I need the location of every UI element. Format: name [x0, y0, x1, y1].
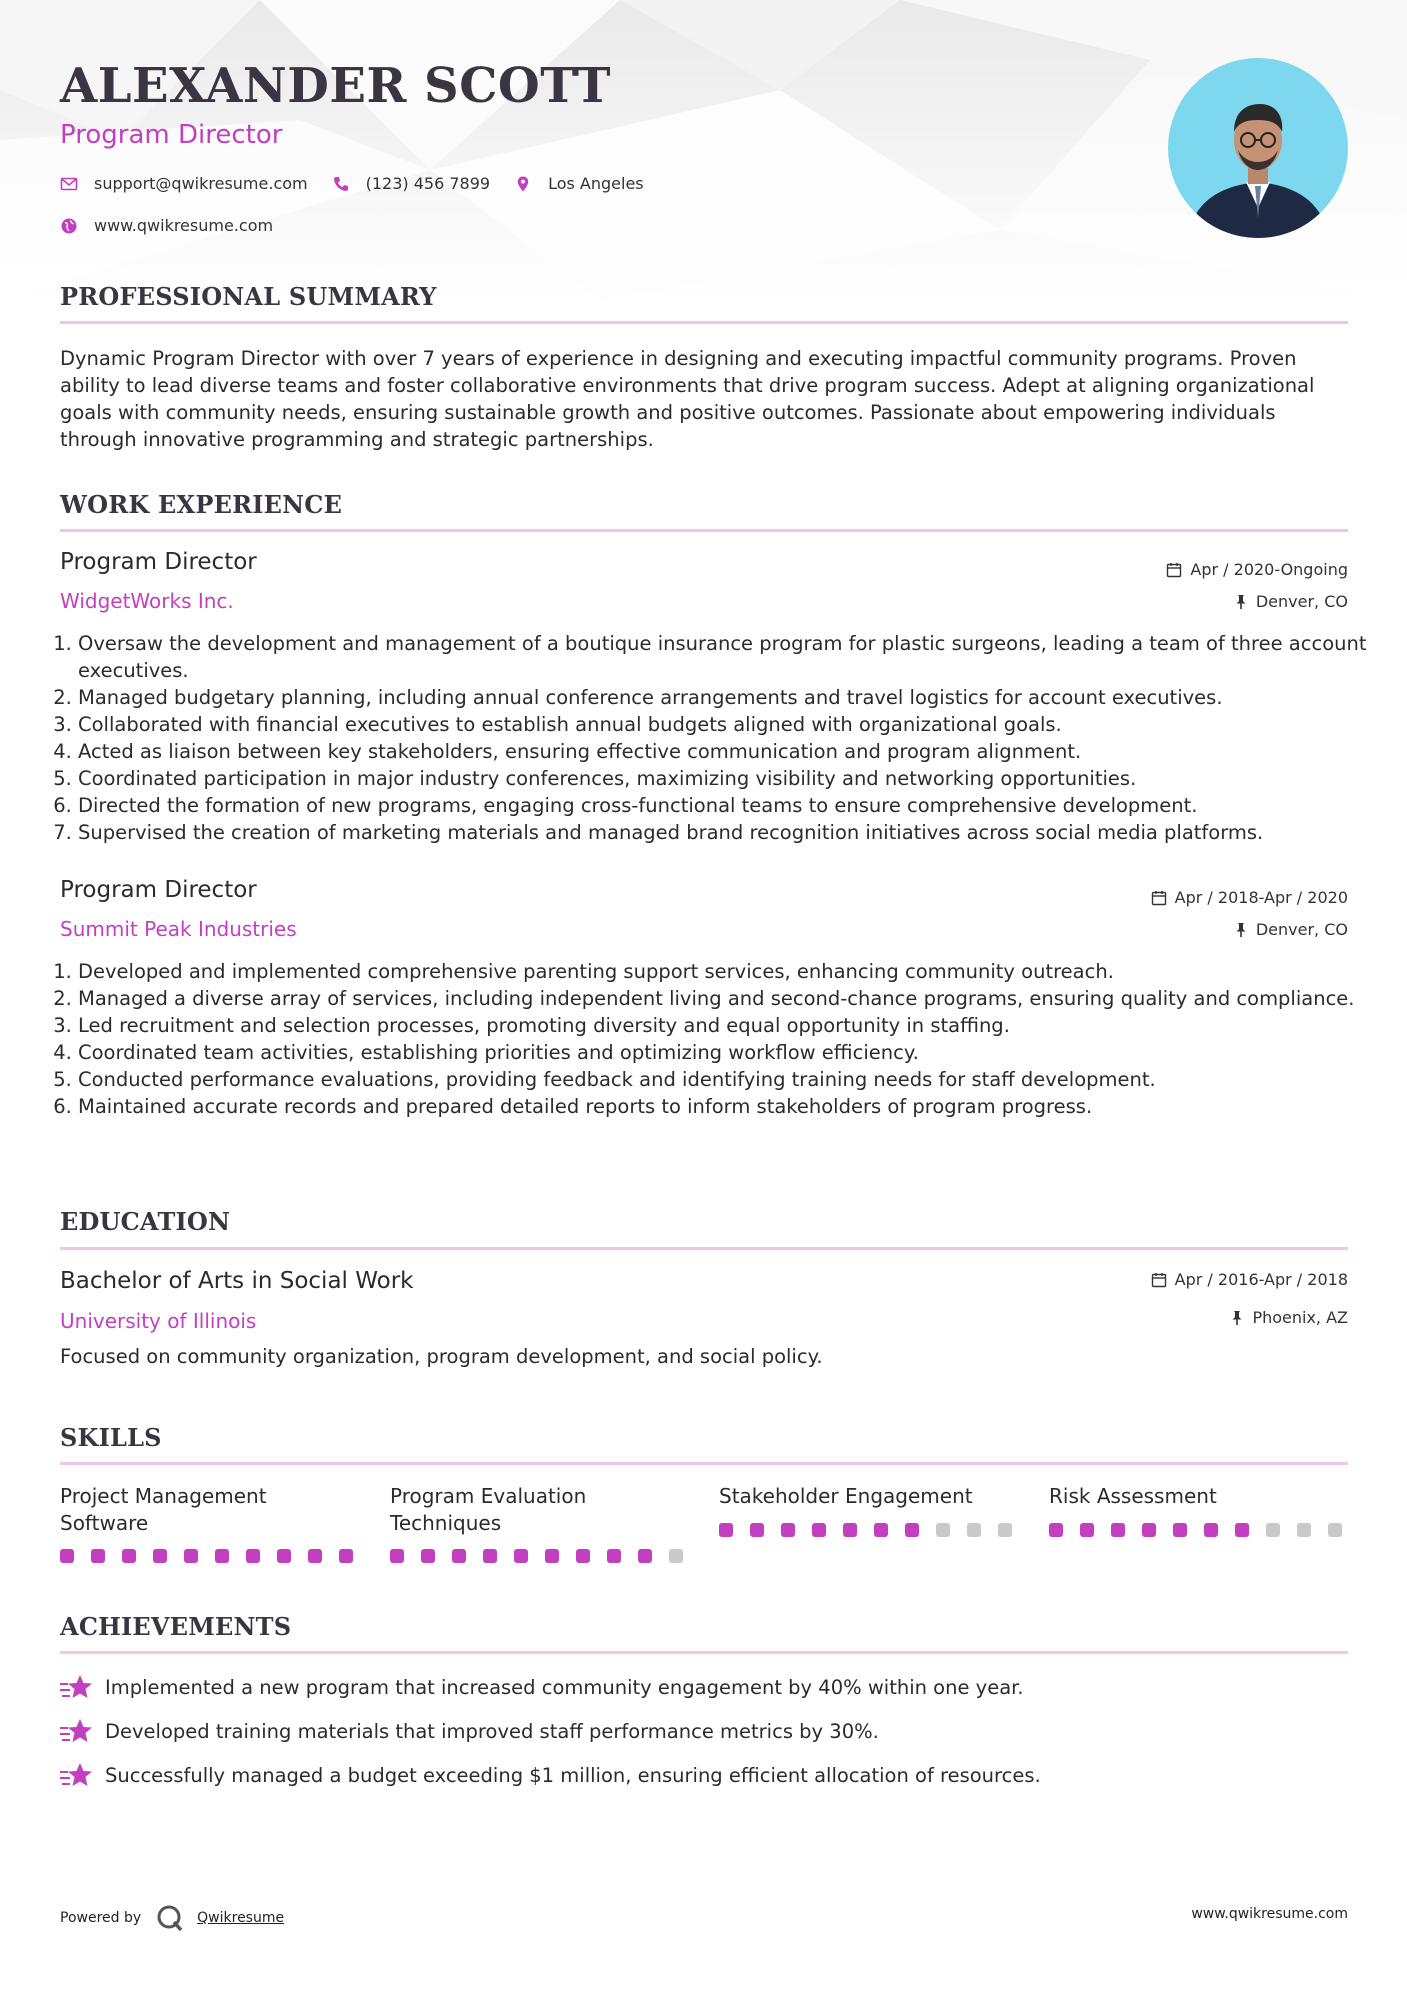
skill-dot-empty	[1266, 1523, 1280, 1537]
education-description: Focused on community organization, program development, and social policy.	[60, 1345, 823, 1368]
section-title-achievements: ACHIEVEMENTS	[60, 1612, 292, 1641]
achievement-item	[60, 1718, 879, 1744]
email-icon	[60, 175, 78, 193]
skill-dot-filled	[184, 1549, 198, 1563]
achievement-item	[60, 1674, 1024, 1700]
skill-item	[719, 1483, 1019, 1510]
section-title-experience: WORK EXPERIENCE	[60, 490, 343, 519]
calendar-icon	[1151, 890, 1167, 906]
skill-dot-filled	[1049, 1523, 1063, 1537]
list-item: 6. Maintained accurate records and prepared detailed reports to inform stakeholders of program progress.	[78, 1093, 1378, 1120]
star-icon	[60, 1762, 94, 1788]
section-title-skills: SKILLS	[60, 1423, 162, 1452]
phone-number[interactable]: (123) 456 7899	[365, 174, 491, 193]
skill-rating	[390, 1549, 683, 1563]
skill-dot-filled	[638, 1549, 652, 1563]
skill-dot-filled	[905, 1523, 919, 1537]
powered-by-label: Powered by	[60, 1910, 142, 1926]
calendar-icon	[1166, 562, 1182, 578]
skill-dot-filled	[60, 1549, 74, 1563]
skill-label: Risk Assessment	[1049, 1484, 1217, 1508]
list-item: 2. Managed a diverse array of services, including independent living and second-chance programs, ensuring quality and compliance.	[78, 985, 1378, 1012]
skill-dot-filled	[91, 1549, 105, 1563]
skill-dot-filled	[277, 1549, 291, 1563]
star-icon	[60, 1674, 94, 1700]
globe-icon	[60, 217, 78, 235]
skill-label: Project Management Software	[60, 1484, 267, 1535]
contact-row-secondary	[60, 216, 297, 235]
achievement-text: Implemented a new program that increased community engagement by 40% within one year.	[105, 1675, 1024, 1699]
star-icon	[60, 1718, 94, 1744]
education-location	[1230, 1308, 1348, 1327]
job-date	[1151, 888, 1348, 907]
list-item: 2. Managed budgetary planning, including annual conference arrangements and travel logistics for account executives.	[78, 684, 1378, 711]
job-responsibilities	[60, 958, 1378, 1120]
section-divider	[60, 321, 1348, 324]
education-location-text: Phoenix, AZ	[1252, 1308, 1348, 1327]
website-link[interactable]: www.qwikresume.com	[94, 216, 274, 235]
candidate-name: ALEXANDER SCOTT	[60, 58, 611, 114]
skill-item	[1049, 1483, 1349, 1510]
skill-rating	[1049, 1523, 1342, 1537]
skill-dot-filled	[452, 1549, 466, 1563]
job-responsibilities	[60, 630, 1378, 846]
section-divider	[60, 1651, 1348, 1654]
skill-dot-filled	[719, 1523, 733, 1537]
job-title: Program Director	[60, 877, 257, 903]
skill-item	[60, 1483, 360, 1537]
skill-label: Stakeholder Engagement	[719, 1484, 973, 1508]
job-location-text: Denver, CO	[1255, 920, 1348, 939]
skill-dot-filled	[308, 1549, 322, 1563]
skill-dot-empty	[1297, 1523, 1311, 1537]
skill-dot-filled	[812, 1523, 826, 1537]
skill-dot-empty	[936, 1523, 950, 1537]
location-pin-icon	[514, 175, 532, 193]
job-location-text: Denver, CO	[1255, 592, 1348, 611]
list-item: 3. Led recruitment and selection processes, promoting diversity and equal opportunity in staffing.	[78, 1012, 1378, 1039]
skill-dot-filled	[1080, 1523, 1094, 1537]
job-date-text: Apr / 2020-Ongoing	[1190, 560, 1348, 579]
footer-branding	[60, 1903, 284, 1933]
skill-item	[390, 1483, 690, 1537]
section-title-summary: PROFESSIONAL SUMMARY	[60, 282, 437, 311]
skill-rating	[60, 1549, 353, 1563]
skill-dot-empty	[967, 1523, 981, 1537]
skill-dot-empty	[669, 1549, 683, 1563]
skill-dot-filled	[781, 1523, 795, 1537]
pushpin-icon	[1230, 1310, 1244, 1326]
job-date-text: Apr / 2018-Apr / 2020	[1174, 888, 1348, 907]
phone-icon	[332, 175, 350, 193]
skill-dot-filled	[874, 1523, 888, 1537]
skill-dot-filled	[1111, 1523, 1125, 1537]
list-item: 4. Acted as liaison between key stakeholders, ensuring effective communication and program alignment.	[78, 738, 1378, 765]
skill-rating	[719, 1523, 1012, 1537]
skill-dot-empty	[1328, 1523, 1342, 1537]
skill-dot-filled	[750, 1523, 764, 1537]
email-link[interactable]: support@qwikresume.com	[94, 174, 308, 193]
job-date	[1166, 560, 1348, 579]
skill-dot-filled	[545, 1549, 559, 1563]
degree-title: Bachelor of Arts in Social Work	[60, 1268, 414, 1294]
job-location	[1234, 592, 1348, 611]
list-item: 7. Supervised the creation of marketing materials and managed brand recognition initiatives across social media platforms.	[78, 819, 1378, 846]
education-date	[1151, 1270, 1348, 1289]
list-item: 6. Directed the formation of new programs, engaging cross-functional teams to ensure comprehensive development.	[78, 792, 1378, 819]
skill-dot-filled	[1235, 1523, 1249, 1537]
skill-dot-filled	[1173, 1523, 1187, 1537]
skill-dot-filled	[483, 1549, 497, 1563]
section-divider	[60, 1247, 1348, 1250]
candidate-title: Program Director	[60, 120, 283, 150]
qwikresume-link[interactable]: Qwikresume	[197, 1910, 285, 1926]
section-title-education: EDUCATION	[60, 1207, 231, 1236]
education-date-text: Apr / 2016-Apr / 2018	[1174, 1270, 1348, 1289]
skill-dot-filled	[246, 1549, 260, 1563]
skill-dot-filled	[607, 1549, 621, 1563]
skill-dot-filled	[1142, 1523, 1156, 1537]
skill-dot-filled	[421, 1549, 435, 1563]
list-item: 1. Developed and implemented comprehensive parenting support services, enhancing community outreach.	[78, 958, 1378, 985]
pushpin-icon	[1234, 922, 1248, 938]
skill-dot-empty	[998, 1523, 1012, 1537]
list-item: 5. Coordinated participation in major industry conferences, maximizing visibility and networking opportunities.	[78, 765, 1378, 792]
location-text: Los Angeles	[548, 174, 644, 193]
list-item: 1. Oversaw the development and management of a boutique insurance program for plastic surgeons, leading a team of three account executives.	[78, 630, 1378, 684]
skill-dot-filled	[215, 1549, 229, 1563]
qwikresume-logo-icon	[155, 1903, 185, 1933]
avatar	[1168, 58, 1348, 238]
job-location	[1234, 920, 1348, 939]
school-name: University of Illinois	[60, 1309, 257, 1333]
achievement-text: Developed training materials that improved staff performance metrics by 30%.	[105, 1719, 879, 1743]
skill-dot-filled	[514, 1549, 528, 1563]
skill-dot-filled	[153, 1549, 167, 1563]
company-name: WidgetWorks Inc.	[60, 589, 234, 613]
summary-text: Dynamic Program Director with over 7 years of experience in designing and executing impactful community programs. Proven ability to lead diverse teams and foster collaborative environments that drive program success. Adept at aligning organizational goals with community needs, ensuring sustainable growth and positive outcomes. Passionate about empowering individuals through innovative programming and strategic partnerships.	[60, 347, 1315, 451]
skill-dot-filled	[1204, 1523, 1218, 1537]
skill-dot-filled	[339, 1549, 353, 1563]
skill-dot-filled	[122, 1549, 136, 1563]
achievement-item	[60, 1762, 1041, 1788]
list-item: 3. Collaborated with financial executives to establish annual budgets aligned with organizational goals.	[78, 711, 1378, 738]
achievement-text: Successfully managed a budget exceeding $1 million, ensuring efficient allocation of resources.	[105, 1763, 1041, 1787]
skill-label: Program Evaluation Techniques	[390, 1484, 587, 1535]
job-title: Program Director	[60, 549, 257, 575]
footer-website-link[interactable]: www.qwikresume.com	[1191, 1906, 1348, 1922]
pushpin-icon	[1234, 594, 1248, 610]
list-item: 4. Coordinated team activities, establishing priorities and optimizing workflow efficiency.	[78, 1039, 1378, 1066]
company-name: Summit Peak Industries	[60, 917, 297, 941]
section-divider	[60, 529, 1348, 532]
skill-dot-filled	[843, 1523, 857, 1537]
list-item: 5. Conducted performance evaluations, providing feedback and identifying training needs for staff development.	[78, 1066, 1378, 1093]
contact-row-primary	[60, 174, 668, 193]
skill-dot-filled	[390, 1549, 404, 1563]
section-divider	[60, 1462, 1348, 1465]
calendar-icon	[1151, 1272, 1167, 1288]
skill-dot-filled	[576, 1549, 590, 1563]
